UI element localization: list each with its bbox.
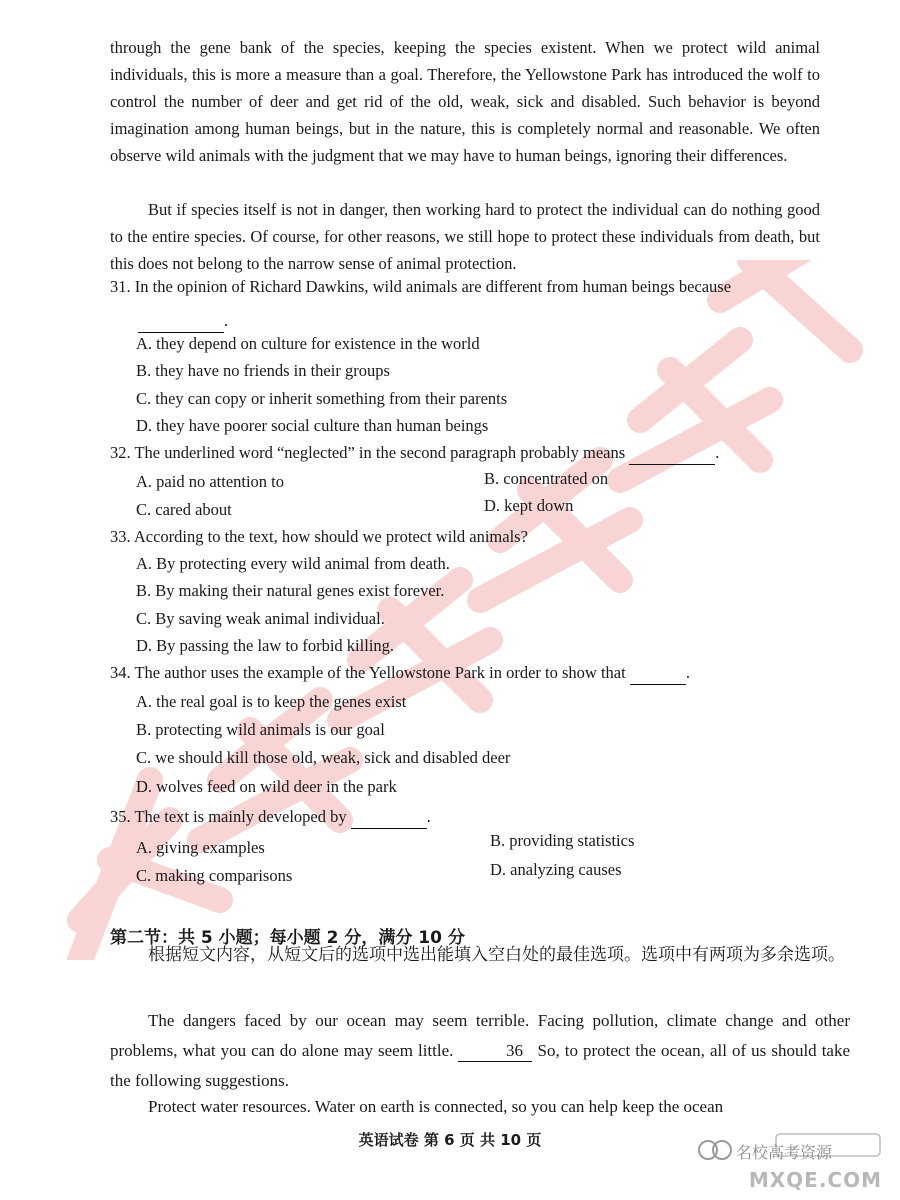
site-logo [686, 1132, 886, 1194]
option-35d[interactable]: D. analyzing causes [490, 860, 622, 879]
option-32d[interactable]: D. kept down [484, 496, 574, 515]
option-33d[interactable]: D. By passing the law to forbid killing. [136, 636, 395, 655]
logo-site: MXQE.COM [748, 1168, 882, 1192]
question-32-stem: 32. The underlined word “neglected” in the second paragraph probably means . [110, 442, 719, 465]
passage-36-paragraph: The dangers faced by our ocean may seem terrible. Facing pollution, climate change and other problems, what you can do alone may seem little. 36 So, to protect the ocean, all of us should take the following suggestions. [110, 1011, 851, 1090]
section-instructions: 根据短文内容，从短文后的选项中选出能填入空白处的最佳选项。选项中有两项为多余选项。 [148, 945, 845, 965]
logo-text: 名校高考资源 [736, 1143, 833, 1162]
question-35-stem: 35. The text is mainly developed by . [110, 806, 431, 829]
question-31-stem: 31. In the opinion of Richard Dawkins, wild animals are different from human beings because [110, 277, 732, 296]
option-31d[interactable]: D. they have poorer social culture than human beings [136, 416, 489, 435]
option-33c[interactable]: C. By saving weak animal individual. [136, 609, 385, 628]
option-34b[interactable]: B. protecting wild animals is our goal [136, 720, 385, 739]
option-34d[interactable]: D. wolves feed on wild deer in the park [136, 777, 397, 796]
option-32b[interactable]: B. concentrated on [484, 469, 609, 488]
option-32a[interactable]: A. paid no attention to [136, 472, 285, 491]
option-33a[interactable]: A. By protecting every wild animal from death. [136, 554, 450, 573]
question-33-stem: 33. According to the text, how should we protect wild animals? [110, 527, 528, 546]
option-34a[interactable]: A. the real goal is to keep the genes exist [136, 692, 407, 711]
passage-paragraph-2: Protect water resources. Water on earth is connected, so you can help keep the ocean [148, 1097, 724, 1116]
section-title: 第二节：共 5 小题；每小题 2 分，满分 10 分 [110, 928, 465, 948]
option-31a[interactable]: A. they depend on culture for existence in the world [136, 334, 480, 353]
question-31-blank: . [138, 310, 228, 333]
option-35b[interactable]: B. providing statistics [490, 831, 635, 850]
option-35a[interactable]: A. giving examples [136, 838, 265, 857]
option-31b[interactable]: B. they have no friends in their groups [136, 361, 390, 380]
question-34-stem: 34. The author uses the example of the Yellowstone Park in order to show that . [110, 662, 690, 685]
option-33b[interactable]: B. By making their natural genes exist forever. [136, 581, 445, 600]
passage-paragraph: through the gene bank of the species, keeping the species existent. When we protect wild animal individuals, this is more a measure than a goal. Therefore, the Yellowstone Park has introduced the wolf to control the number of deer and get rid of the old, weak, sick and disabled. Such behavior is beyond imagination among human beings, but in the nature, this is completely normal and reasonable. We often observe wild animals with the judgment that we may have to human beings, ignoring their differences. [110, 38, 820, 165]
page-footer: 英语试卷 第 6 页 共 10 页 [358, 1131, 542, 1149]
blank-36[interactable]: 36 [458, 1041, 532, 1062]
option-31c[interactable]: C. they can copy or inherit something from their parents [136, 389, 508, 408]
option-34c[interactable]: C. we should kill those old, weak, sick and disabled deer [136, 748, 511, 767]
option-35c[interactable]: C. making comparisons [136, 866, 293, 885]
option-32c[interactable]: C. cared about [136, 500, 232, 519]
passage-paragraph: But if species itself is not in danger, then working hard to protect the individual can do nothing good to the entire species. Of course, for other reasons, we still hope to protect these individuals from death, but this does not belong to the narrow sense of animal protection. [110, 200, 820, 273]
